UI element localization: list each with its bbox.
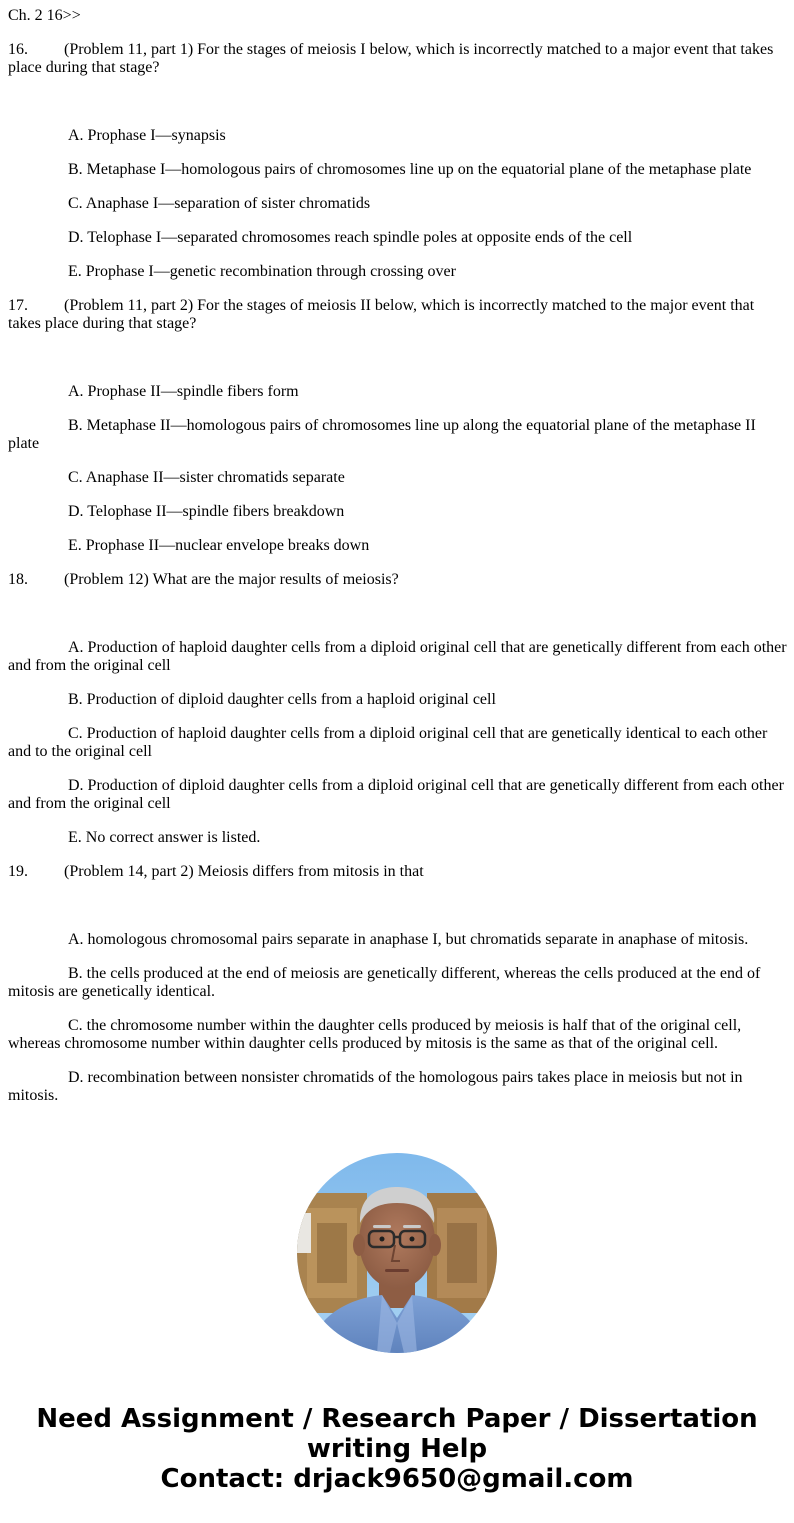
portrait-image bbox=[297, 1153, 497, 1353]
question-18 bbox=[8, 571, 788, 847]
option-a: A. Prophase II—spindle fibers form bbox=[68, 383, 299, 400]
question-number: 19. bbox=[8, 863, 28, 880]
question-19 bbox=[8, 863, 788, 1105]
option-d: D. Production of diploid daughter cells from a diploid original cell that are genetically different from each other and from the original cell bbox=[8, 777, 784, 812]
option-c: C. the chromosome number within the daughter cells produced by meiosis is half that of the original cell, whereas chromosome number within daughter cells produced by mitosis is the same as that of the original cell. bbox=[8, 1017, 742, 1052]
promo-banner bbox=[0, 1404, 794, 1494]
question-text bbox=[8, 863, 788, 881]
option-c: C. Anaphase II—sister chromatids separate bbox=[68, 469, 345, 486]
option-b: B. Production of diploid daughter cells from a haploid original cell bbox=[68, 691, 496, 708]
option-d: D. recombination between nonsister chromatids of the homologous pairs takes place in meiosis but not in mitosis. bbox=[8, 1069, 743, 1104]
option-c: C. Production of haploid daughter cells from a diploid original cell that are genetically identical to each other and to the original cell bbox=[8, 725, 768, 760]
option-a: A. homologous chromosomal pairs separate in anaphase I, but chromatids separate in anaphase of mitosis. bbox=[68, 931, 749, 948]
option-d: D. Telophase I—separated chromosomes reach spindle poles at opposite ends of the cell bbox=[68, 229, 633, 246]
promo-contact: Contact: drjack9650@gmail.com bbox=[160, 1464, 634, 1494]
option-a: A. Production of haploid daughter cells from a diploid original cell that are genetically different from each other and from the original cell bbox=[8, 639, 787, 674]
option-a: A. Prophase I—synapsis bbox=[68, 127, 226, 144]
option-e: E. No correct answer is listed. bbox=[68, 829, 261, 846]
question-number: 16. bbox=[8, 41, 28, 58]
question-stem: (Problem 11, part 1) For the stages of meiosis I below, which is incorrectly matched to a major event that takes place during that stage? bbox=[8, 41, 774, 76]
question-text bbox=[8, 41, 788, 77]
breadcrumb: Ch. 2 16>> bbox=[8, 7, 81, 24]
option-b: B. Metaphase I—homologous pairs of chromosomes line up on the equatorial plane of the metaphase plate bbox=[68, 161, 752, 178]
question-number: 18. bbox=[8, 571, 28, 588]
question-stem: (Problem 11, part 2) For the stages of meiosis II below, which is incorrectly matched to the major event that takes place during that stage? bbox=[8, 297, 755, 332]
option-d: D. Telophase II—spindle fibers breakdown bbox=[68, 503, 345, 520]
document-body bbox=[8, 7, 788, 1121]
option-b: B. Metaphase II—homologous pairs of chromosomes line up along the equatorial plane of the metaphase II plate bbox=[8, 417, 756, 452]
option-c: C. Anaphase I—separation of sister chromatids bbox=[68, 195, 371, 212]
promo-line-1: Need Assignment / Research Paper / Dissertation bbox=[36, 1404, 758, 1434]
question-16 bbox=[8, 41, 788, 281]
question-stem: (Problem 12) What are the major results of meiosis? bbox=[64, 571, 399, 588]
avatar bbox=[297, 1153, 497, 1353]
question-text bbox=[8, 297, 788, 333]
promo-line-2: writing Help bbox=[306, 1434, 488, 1464]
question-number: 17. bbox=[8, 297, 28, 314]
question-stem: (Problem 14, part 2) Meiosis differs from mitosis in that bbox=[64, 863, 424, 880]
question-text bbox=[8, 571, 788, 589]
question-17 bbox=[8, 297, 788, 555]
option-b: B. the cells produced at the end of meiosis are genetically different, whereas the cells produced at the end of mitosis are genetically identical. bbox=[8, 965, 761, 1000]
option-e: E. Prophase I—genetic recombination through crossing over bbox=[68, 263, 456, 280]
option-e: E. Prophase II—nuclear envelope breaks down bbox=[68, 537, 370, 554]
